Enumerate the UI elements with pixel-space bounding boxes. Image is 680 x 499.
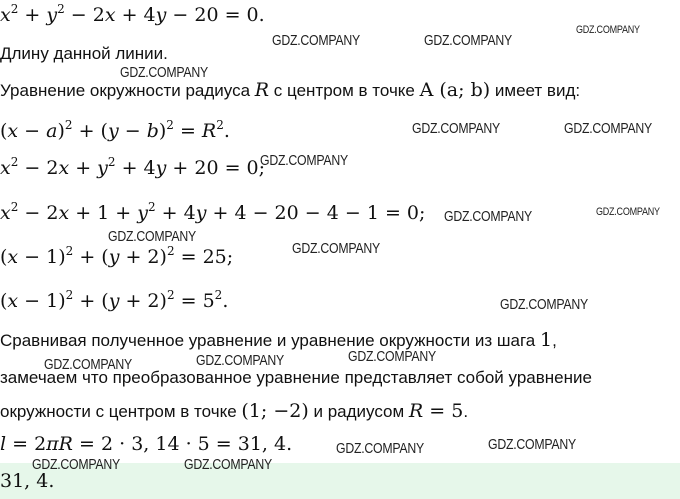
length-calculation: l = 2πR = 2 · 3, 14 · 5 = 31, 4. (0, 433, 293, 455)
watermark: GDZ.COMPANY (260, 152, 348, 169)
radius-symbol: R (254, 79, 270, 101)
watermark: GDZ.COMPANY (196, 352, 284, 369)
intro-mid: с центром в точке (269, 81, 420, 100)
center-prefix: окружности с центром в точке (0, 402, 242, 421)
intro-suffix: имеет вид: (490, 81, 581, 100)
watermark: GDZ.COMPANY (564, 120, 652, 137)
given-equation: $x^2 + y^2 - 2x + 4y - 20 = 0$. (0, 2, 265, 26)
watermark: GDZ.COMPANY (444, 208, 532, 225)
watermark: GDZ.COMPANY (424, 32, 512, 49)
radius-value: R = 5 (408, 400, 464, 422)
watermark: GDZ.COMPANY (348, 348, 436, 365)
watermark: GDZ.COMPANY (120, 64, 208, 81)
comparison-prefix: Сравнивая полученное уравнение и уравнение окружности из шага (0, 331, 540, 350)
center-coordinates: (1; −2) (241, 400, 309, 422)
answer-value: 31, 4. (0, 470, 55, 492)
comparison-suffix: , (552, 331, 557, 350)
watermark: GDZ.COMPANY (292, 240, 380, 257)
watermark: GDZ.COMPANY (576, 24, 640, 36)
center-point: A (a; b) (419, 79, 491, 101)
intro-prefix: Уравнение окружности радиуса (0, 81, 255, 100)
watermark: GDZ.COMPANY (32, 456, 120, 473)
squared-form-equation: $(x - 1)^2 + (y + 2)^2 = 25$; (0, 244, 234, 268)
general-circle-equation: $(x - a)^2 + (y - b)^2 = R^2$. (0, 118, 230, 142)
watermark: GDZ.COMPANY (596, 206, 660, 218)
completing-square-equation: $x^2 - 2x + 1 + y^2 + 4y + 4 - 20 - 4 - 1 = 0$; (0, 200, 426, 224)
watermark: GDZ.COMPANY (412, 120, 500, 137)
center-suffix: . (463, 402, 469, 421)
watermark: GDZ.COMPANY (272, 32, 360, 49)
rearranged-equation: $x^2 - 2x + y^2 + 4y + 20 = 0$; (0, 155, 266, 179)
final-circle-equation: $(x - 1)^2 + (y + 2)^2 = 5^2$. (0, 288, 229, 312)
center-mid: и радиусом (308, 402, 409, 421)
watermark: GDZ.COMPANY (336, 440, 424, 457)
comparison-sentence (0, 331, 557, 350)
watermark: GDZ.COMPANY (184, 456, 272, 473)
step-number: 1 (539, 329, 553, 351)
watermark: GDZ.COMPANY (500, 296, 588, 313)
center-radius-sentence (0, 402, 468, 421)
conclusion-sentence: замечаем что преобразованное уравнение представляет собой уравнение (0, 368, 592, 387)
watermark: GDZ.COMPANY (44, 356, 132, 373)
watermark: GDZ.COMPANY (488, 436, 576, 453)
watermark: GDZ.COMPANY (108, 228, 196, 245)
task-question: Длину данной линии. (0, 44, 168, 63)
circle-equation-intro (0, 81, 580, 100)
